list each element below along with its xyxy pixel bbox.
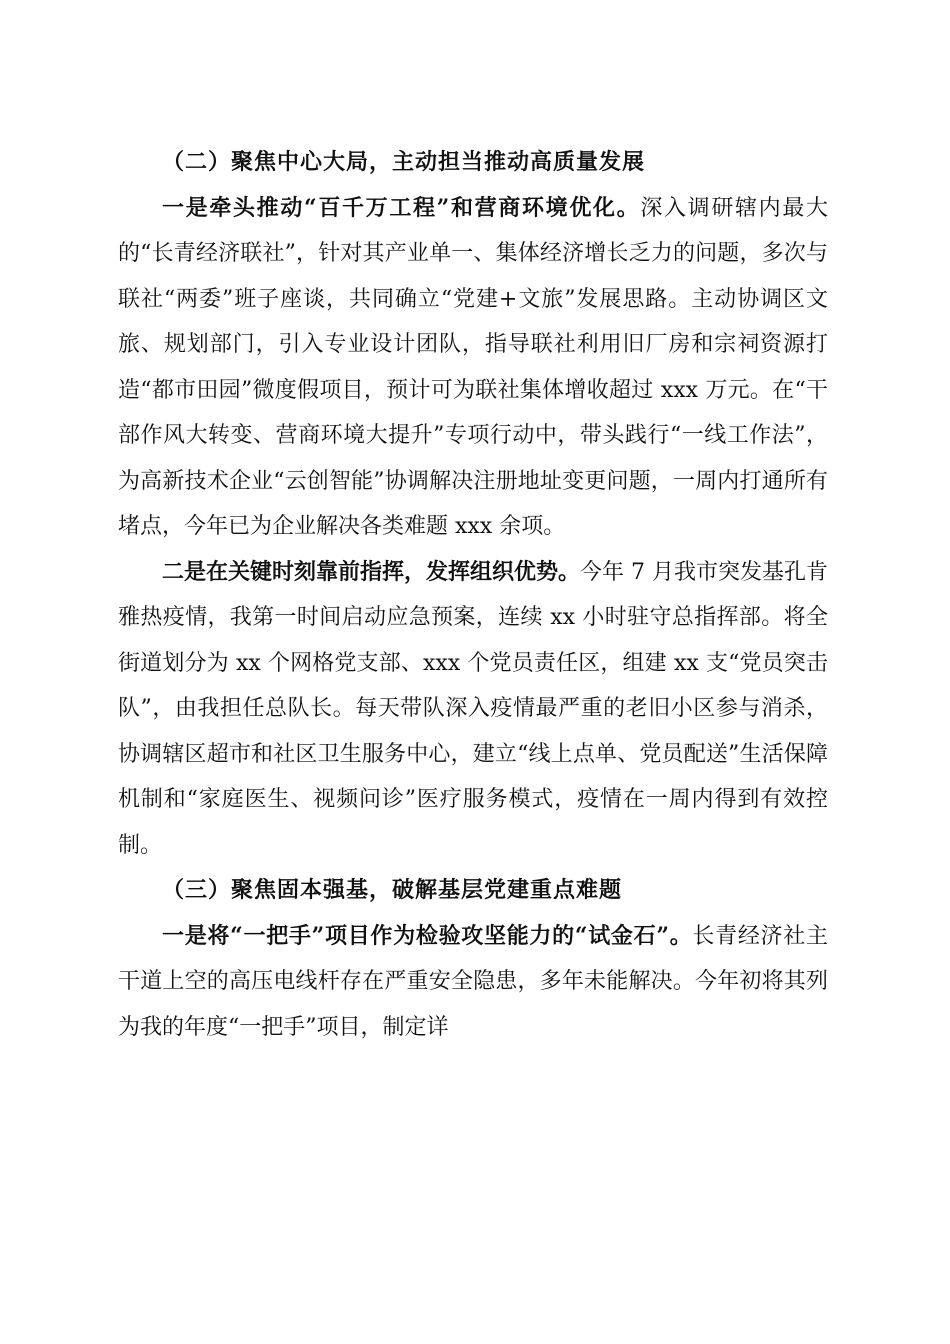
paragraph-1	[118, 186, 828, 550]
paragraph-3	[118, 914, 828, 1051]
document-body	[118, 140, 828, 1050]
section-heading-3: （三）聚焦固本强基，破解基层党建重点难题	[162, 877, 623, 903]
paragraph-2-lead: 二是在关键时刻靠前指挥，发挥组织优势。	[162, 558, 581, 585]
paragraph-1-body: 深入调研辖内最大的“长青经济联社”，针对其产业单一、集体经济增长乏力的问题，多次与联社“两委”班子座谈，共同确立“党建+文旅”发展思路。主动协调区文旅、规划部门，引入专业设计团队，指导联社利用旧厂房和宗祠资源打造“都市田园”微度假项目，预计可为联社集体增收超过 xxx 万元。在“干部作风大转变、营商环境大提升”专项行动中，带头践行“一线工作法”，为高新技术企业“云创智能”协调解决注册地址变更问题，一周内打通所有堵点，今年已为企业解决各类难题 xxx 余项。	[118, 195, 828, 539]
paragraph-2	[118, 550, 828, 869]
paragraph-2-body: 今年 7 月我市突发基孔肯雅热疫情，我第一时间启动应急预案，连续 xx 小时驻守总指挥部。将全街道划分为 xx 个网格党支部、xxx 个党员责任区，组建 xx 支“党员突击队”，由我担任总队长。每天带队深入疫情最严重的老旧小区参与消杀，协调辖区超市和社区卫生服务中心，建立“线上点单、党员配送”生活保障机制和“家庭医生、视频问诊”医疗服务模式，疫情在一周内得到有效控制。	[118, 559, 828, 858]
paragraph-3-body: 长青经济社主干道上空的高压电线杆存在严重安全隐患，多年未能解决。今年初将其列为我的年度“一把手”项目，制定详	[118, 923, 828, 1040]
paragraph-1-lead: 一是牵头推动“百千万工程”和营商环境优化。	[162, 194, 641, 221]
paragraph-3-lead: 一是将“一把手”项目作为检验攻坚能力的“试金石”。	[162, 922, 693, 949]
section-heading-2: （二）聚焦中心大局，主动担当推动高质量发展	[162, 149, 646, 175]
